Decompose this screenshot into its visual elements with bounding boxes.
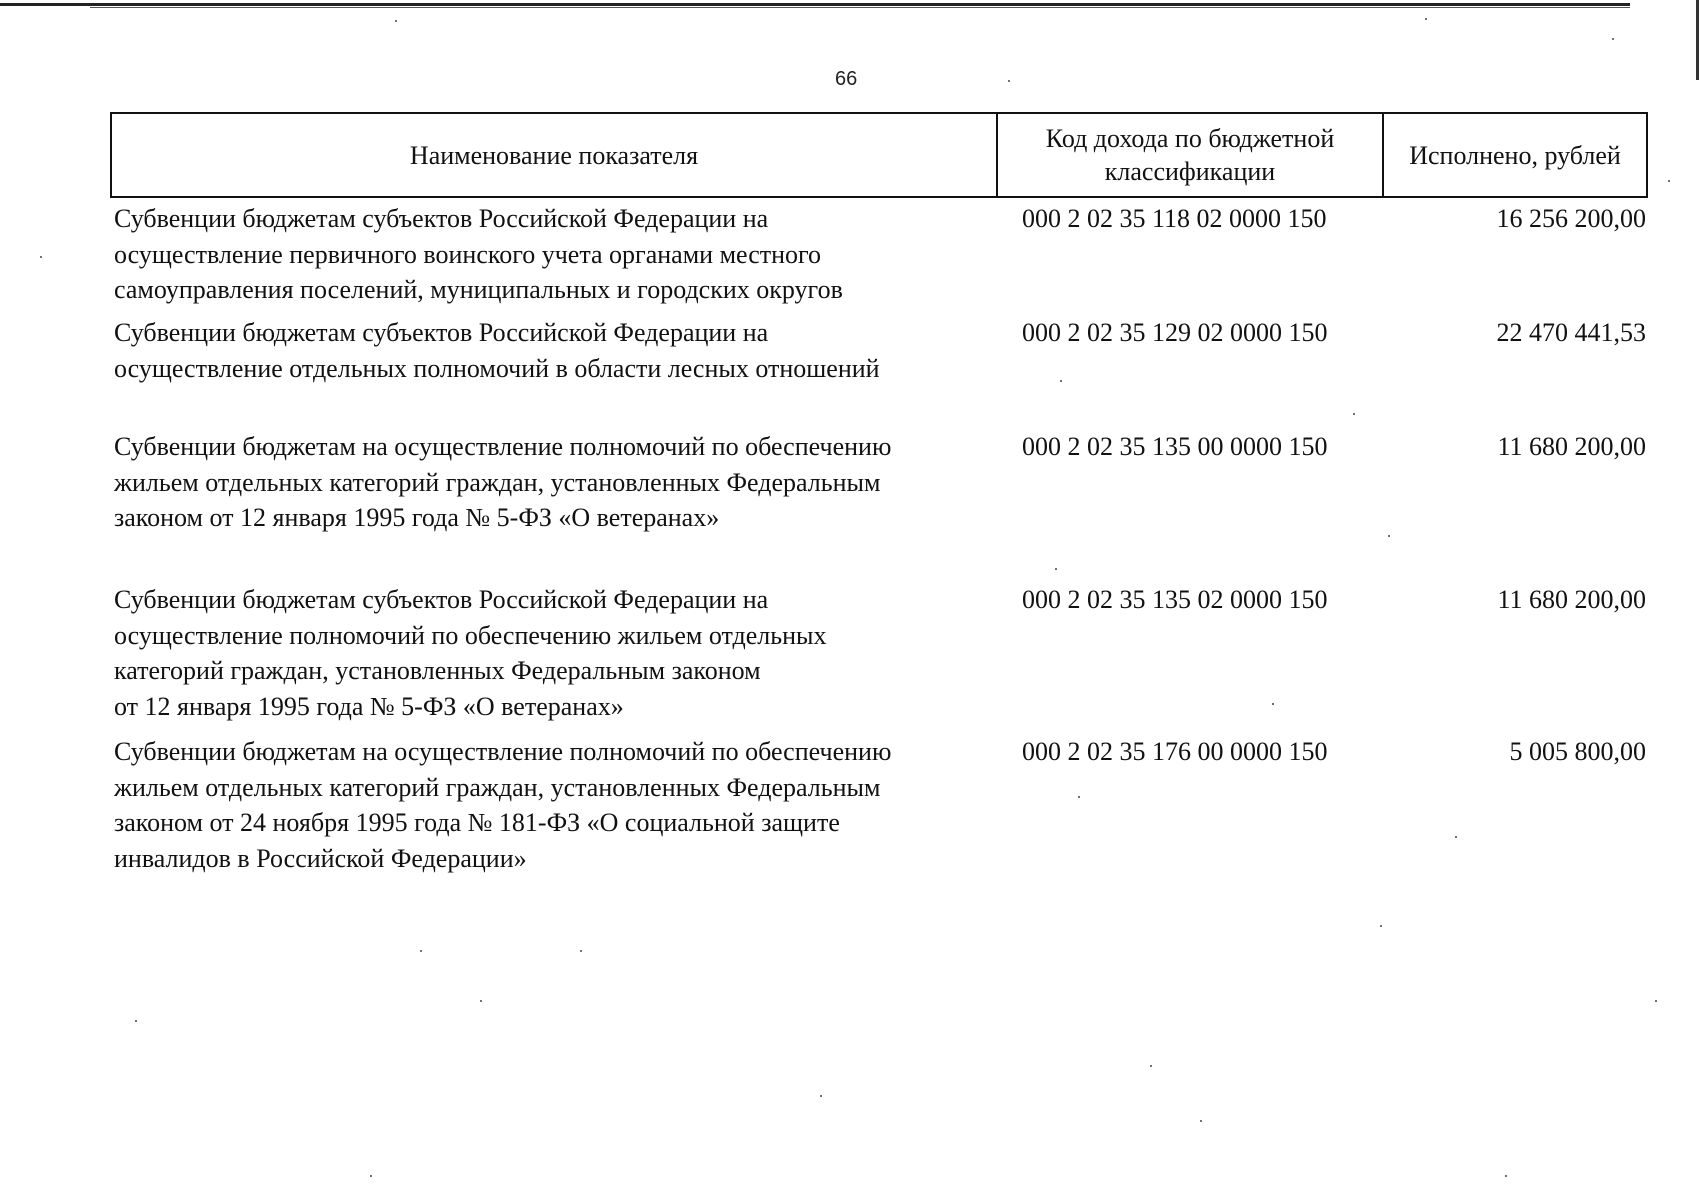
scan-speck <box>1353 413 1355 415</box>
scan-speck <box>40 256 42 258</box>
header-name: Наименование показателя <box>112 114 998 196</box>
scan-speck <box>580 950 582 952</box>
row-executed: 11 680 200,00 <box>1497 585 1646 614</box>
scan-speck <box>1272 703 1274 705</box>
scan-speck <box>1612 38 1614 40</box>
scan-speck <box>1388 535 1390 537</box>
scan-speck <box>420 950 422 952</box>
top-border-rule <box>0 3 1630 6</box>
row-name: Субвенции бюджетам субъектов Российской Федерации на осуществление отдельных полномочий в области лесных отношений <box>114 318 880 383</box>
page-number: 66 <box>835 68 858 90</box>
scan-speck <box>1055 568 1057 570</box>
scan-speck <box>395 20 397 22</box>
row-name: Субвенции бюджетам на осуществление полномочий по обеспечению жильем отдельных категорий граждан, установленных Федеральным законом от 12 января 1995 года № 5-ФЗ «О ветеранах» <box>114 432 892 532</box>
top-border-rule-thin <box>90 7 1630 8</box>
row-code: 000 2 02 35 135 00 0000 150 <box>1022 432 1328 461</box>
scan-speck <box>1668 180 1670 182</box>
row-code: 000 2 02 35 118 02 0000 150 <box>1022 204 1327 233</box>
row-code: 000 2 02 35 129 02 0000 150 <box>1022 318 1328 347</box>
scan-speck <box>1455 836 1457 838</box>
header-executed: Исполнено, рублей <box>1409 140 1621 170</box>
row-name: Субвенции бюджетам на осуществление полномочий по обеспечению жильем отдельных категорий граждан, установленных Федеральным законом от 24 ноября 1995 года № 181-ФЗ «О социальной защите инвалидов в Российской Федерации» <box>114 737 892 873</box>
row-executed: 5 005 800,00 <box>1509 737 1646 766</box>
scan-speck <box>1200 1120 1202 1122</box>
row-executed: 11 680 200,00 <box>1497 432 1646 461</box>
row-executed: 16 256 200,00 <box>1496 204 1646 233</box>
row-name: Субвенции бюджетам субъектов Российской Федерации на осуществление первичного воинского учета органами местного самоуправления поселений, муниципальных и городских округов <box>114 204 843 304</box>
scan-speck <box>1505 1175 1507 1177</box>
scan-speck <box>1008 80 1010 82</box>
scan-speck <box>1655 1000 1657 1002</box>
scan-speck <box>1078 796 1080 798</box>
row-code: 000 2 02 35 176 00 0000 150 <box>1022 737 1328 766</box>
scan-speck <box>370 1175 372 1177</box>
scan-speck <box>1380 925 1382 927</box>
scan-speck <box>1150 1065 1152 1067</box>
scan-speck <box>1060 380 1062 382</box>
scan-speck <box>480 1000 482 1002</box>
scan-speck <box>1425 18 1427 20</box>
row-executed: 22 470 441,53 <box>1496 318 1646 347</box>
scan-speck <box>820 1095 822 1097</box>
header-code: Код дохода по бюджетной классификации <box>998 114 1384 196</box>
scan-speck <box>135 1020 137 1022</box>
table-header <box>110 112 1648 198</box>
row-code: 000 2 02 35 135 02 0000 150 <box>1022 585 1328 614</box>
row-name: Субвенции бюджетам субъектов Российской Федерации на осуществление полномочий по обеспечению жильем отдельных категорий граждан, установленных Федеральным законом от 12 января 1995 года № 5-ФЗ «О ветеранах» <box>114 585 827 721</box>
